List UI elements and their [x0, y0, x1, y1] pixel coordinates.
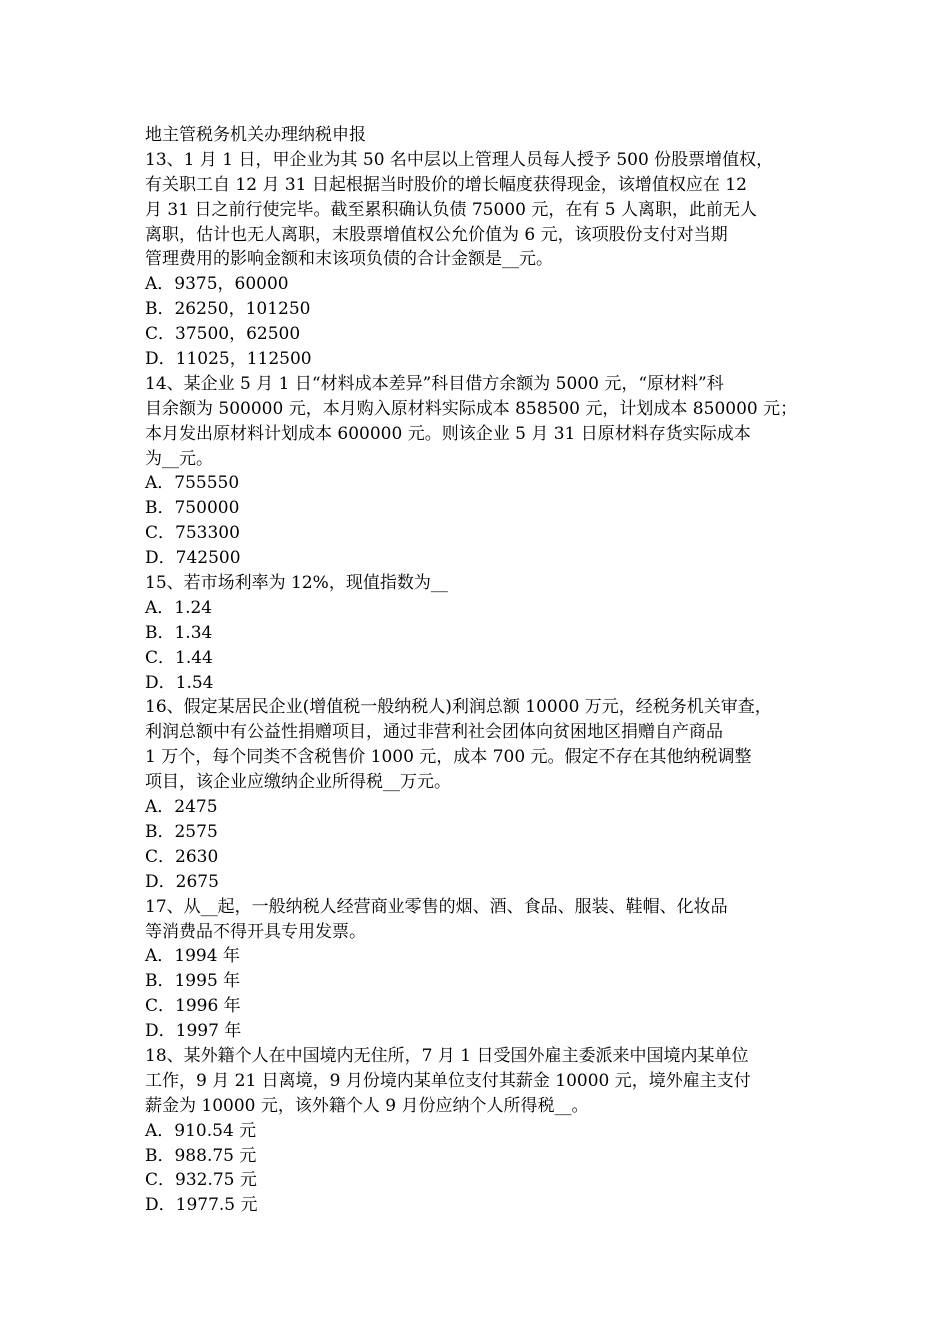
answer-option: A．1.24	[145, 597, 213, 618]
answer-option: D．1997 年	[145, 1021, 242, 1042]
question-stem-line: 等消费品不得开具专用发票。	[145, 921, 366, 942]
question-block	[145, 895, 813, 1044]
answer-option: A．1994 年	[145, 946, 240, 967]
document-page	[145, 123, 813, 1218]
answer-option: C．2630	[145, 846, 219, 867]
answer-option: C．37500，62500	[145, 324, 301, 345]
question-block	[145, 372, 813, 571]
answer-option: A．755550	[145, 473, 240, 494]
answer-option: D．742500	[145, 548, 241, 569]
answer-option: B．2575	[145, 821, 218, 842]
question-stem-line: 15、若市场利率为 12%，现值指数为__	[145, 573, 448, 594]
answer-option: A．9375，60000	[145, 274, 289, 295]
question-stem-line: 离职，估计也无人离职，末股票增值权公允价值为 6 元，该项股份支付对当期	[145, 224, 728, 245]
answer-option: B．1995 年	[145, 971, 241, 992]
question-stem-line: 项目，该企业应缴纳企业所得税__万元。	[145, 772, 451, 793]
answer-option: B．988.75 元	[145, 1145, 257, 1166]
answer-option: D．11025，112500	[145, 349, 312, 370]
question-stem-line: 利润总额中有公益性捐赠项目，通过非营利社会团体向贫困地区捐赠自产商品	[145, 722, 723, 743]
question-block	[145, 148, 813, 372]
question-block	[145, 1044, 813, 1218]
question-stem-line: 16、假定某居民企业(增值税一般纳税人)利润总额 10000 万元，经税务机关审查，	[145, 697, 772, 718]
question-block	[145, 695, 813, 894]
question-stem-line: 有关职工自 12 月 31 日起根据当时股价的增长幅度获得现金，该增值权应在 12	[145, 174, 747, 195]
answer-option: D．1977.5 元	[145, 1195, 258, 1216]
answer-option: C．1.44	[145, 647, 213, 668]
question-list	[145, 148, 813, 1218]
answer-option: D．1.54	[145, 672, 214, 693]
question-stem-line: 目余额为 500000 元，本月购入原材料实际成本 858500 元，计划成本 850000 元；	[145, 398, 798, 419]
question-stem-line: 本月发出原材料计划成本 600000 元。则该企业 5 月 31 日原材料存货实际成本	[145, 423, 751, 444]
header-text: 地主管税务机关办理纳税申报	[145, 125, 366, 145]
question-stem	[145, 571, 813, 596]
question-stem-line: 1 万个，每个同类不含税售价 1000 元，成本 700 元。假定不存在其他纳税调整	[145, 747, 752, 768]
answer-option: D．2675	[145, 871, 219, 892]
answer-option: A．910.54 元	[145, 1120, 257, 1141]
question-stem-line: 工作，9 月 21 日离境，9 月份境内某单位支付其薪金 10000 元，境外雇主支付	[145, 1070, 751, 1091]
question-stem	[145, 1044, 813, 1119]
question-stem	[145, 695, 813, 795]
question-stem-line: 14、某企业 5 月 1 日“材料成本差异”科目借方余额为 5000 元，“原材料”科	[145, 373, 724, 394]
question-stem	[145, 148, 813, 272]
answer-option: C．932.75 元	[145, 1170, 257, 1191]
question-stem-line: 管理费用的影响金额和末该项负债的合计金额是__元。	[145, 249, 553, 270]
answer-option: B．750000	[145, 498, 240, 519]
question-stem-line: 13、1 月 1 日，甲企业为其 50 名中层以上管理人员每人授予 500 份股票增值权，	[145, 149, 774, 170]
answer-option: C．753300	[145, 523, 240, 544]
answer-option: A．2475	[145, 797, 218, 818]
question-stem-line: 为__元。	[145, 448, 213, 469]
question-stem	[145, 895, 813, 945]
answer-option: B．1.34	[145, 622, 213, 643]
question-stem-line: 18、某外籍个人在中国境内无住所，7 月 1 日受国外雇主委派来中国境内某单位	[145, 1045, 749, 1066]
question-stem-line: 薪金为 10000 元，该外籍个人 9 月份应纳个人所得税__。	[145, 1095, 589, 1116]
question-block	[145, 571, 813, 695]
answer-option: C．1996 年	[145, 996, 241, 1017]
question-stem-line: 月 31 日之前行使完毕。截至累积确认负债 75000 元，在有 5 人离职，此前无人	[145, 199, 757, 220]
answer-option: B．26250，101250	[145, 299, 311, 320]
question-stem	[145, 372, 813, 472]
question-stem-line: 17、从__起，一般纳税人经营商业零售的烟、酒、食品、服装、鞋帽、化妆品	[145, 896, 728, 917]
